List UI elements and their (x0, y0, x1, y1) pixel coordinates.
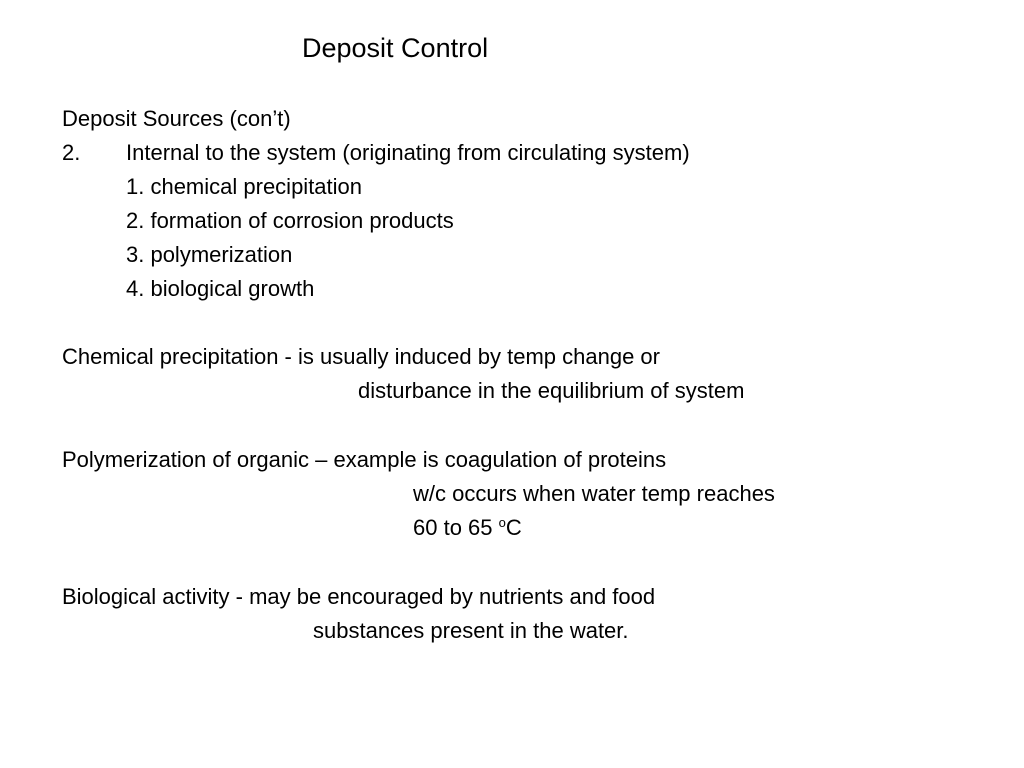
biological-activity-line-2: substances present in the water. (313, 618, 629, 643)
temperature-range: 60 to 65 (413, 515, 499, 540)
temperature-unit: C (505, 515, 522, 540)
slide-title: Deposit Control (302, 33, 489, 63)
sub-item-chemical-precipitation: 1. chemical precipitation (126, 174, 363, 199)
list-item-text: Internal to the system (originating from circulating system) (126, 140, 690, 165)
chemical-precipitation-line-2: disturbance in the equilibrium of system (358, 378, 745, 403)
sub-item-biological-growth: 4. biological growth (126, 276, 315, 301)
section-heading: Deposit Sources (con’t) (62, 106, 291, 131)
polymerization-line-2: w/c occurs when water temp reaches (413, 481, 775, 506)
polymerization-line-1: Polymerization of organic – example is coagulation of proteins (62, 447, 667, 472)
polymerization-line-3 (413, 511, 522, 545)
sub-item-corrosion-products: 2. formation of corrosion products (126, 208, 454, 233)
list-item-number: 2. (62, 140, 81, 165)
sub-item-polymerization: 3. polymerization (126, 242, 293, 267)
chemical-precipitation-line-1: Chemical precipitation - is usually induced by temp change or (62, 344, 660, 369)
degree-superscript: o (498, 515, 506, 530)
biological-activity-line-1: Biological activity - may be encouraged by nutrients and food (62, 584, 656, 609)
